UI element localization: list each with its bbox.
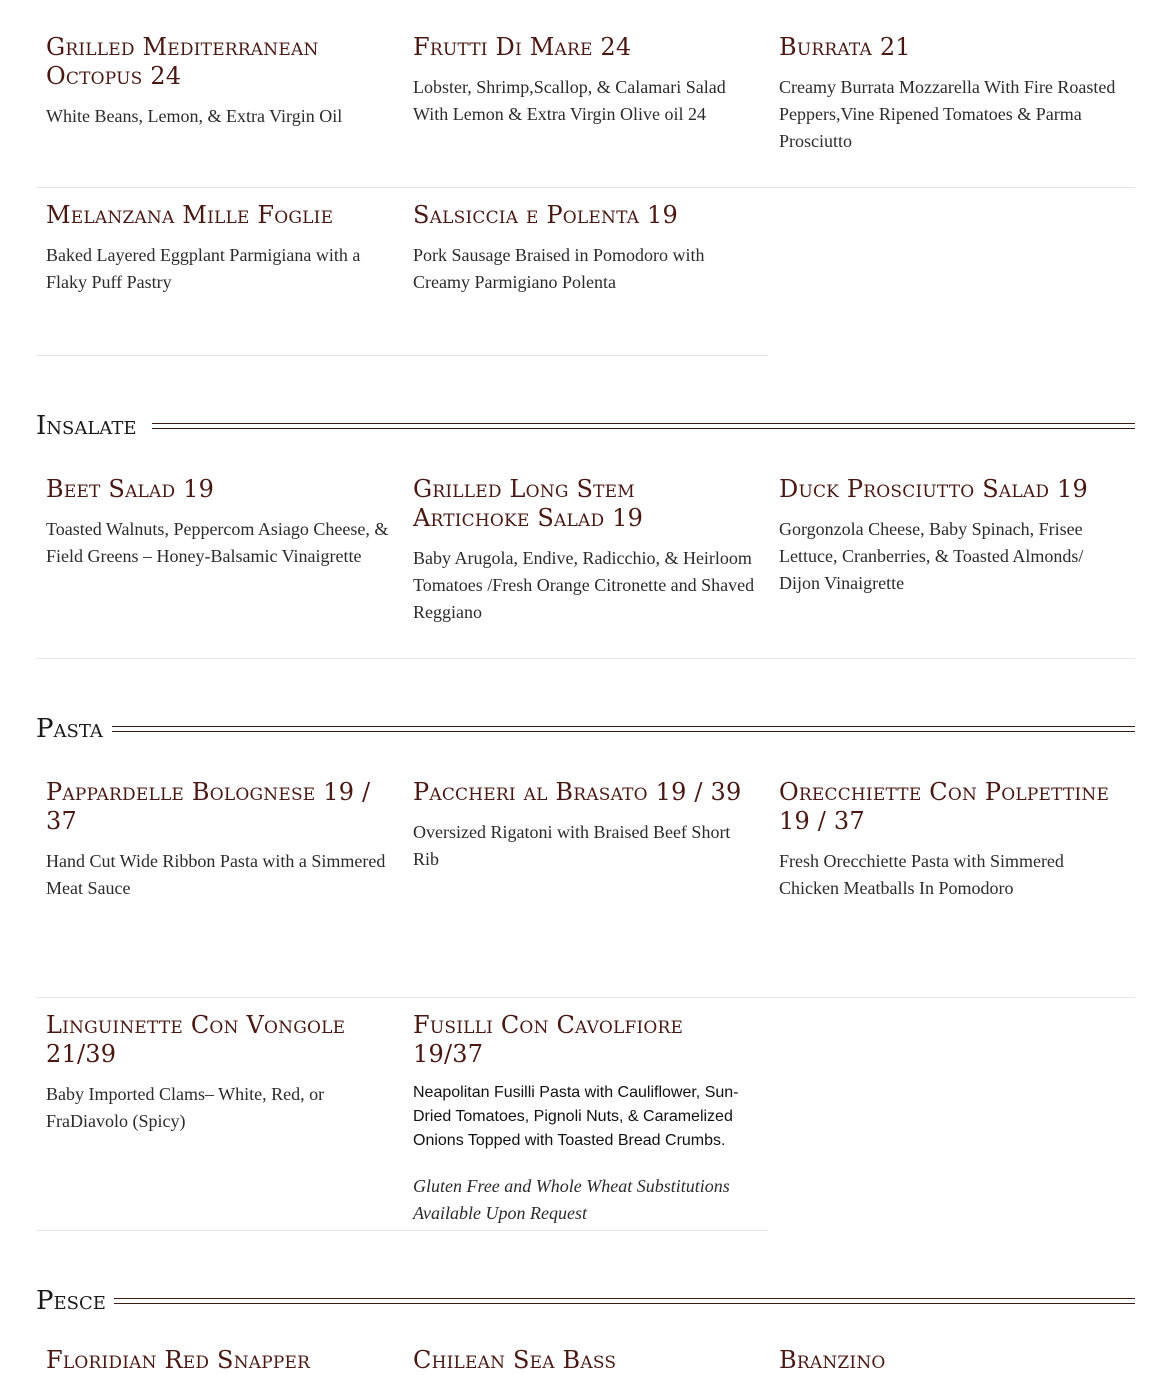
section-rule bbox=[112, 726, 1135, 732]
section-header-insalate bbox=[36, 411, 1135, 441]
menu-item-description: Lobster, Shrimp,Scallop, & Calamari Salad With Lemon & Extra Virgin Olive oil 24 bbox=[413, 77, 726, 124]
section-header-pesce bbox=[36, 1286, 1135, 1316]
section-rule bbox=[114, 1298, 1135, 1304]
divider bbox=[36, 355, 768, 356]
menu-item-description: Oversized Rigatoni with Braised Beef Short Rib bbox=[413, 822, 731, 869]
menu-item-name: Frutti Di Mare 24 bbox=[413, 33, 632, 61]
menu-item-name: Grilled Long Stem Artichoke Salad 19 bbox=[413, 475, 644, 532]
menu-item-description: Baby Arugola, Endive, Radicchio, & Heirloom Tomatoes /Fresh Orange Citronette and Shaved Reggiano bbox=[413, 548, 755, 622]
section-header-pasta bbox=[36, 714, 1135, 744]
menu-item-description: Creamy Burrata Mozzarella With Fire Roasted Peppers,Vine Ripened Tomatoes & Parma Prosciutto bbox=[779, 77, 1116, 151]
menu-item bbox=[779, 33, 1125, 155]
menu-item-name: Fusilli Con Cavolfiore 19/37 bbox=[413, 1011, 684, 1068]
menu-item-name: Chilean Sea Bass bbox=[413, 1346, 617, 1374]
menu-item-description: Toasted Walnuts, Peppercom Asiago Cheese, & Field Greens – Honey-Balsamic Vinaigrette bbox=[46, 519, 389, 566]
menu-item bbox=[779, 1346, 1125, 1375]
menu-item bbox=[413, 1346, 759, 1375]
divider bbox=[36, 187, 1135, 188]
menu-item-name: Branzino bbox=[779, 1346, 886, 1374]
menu-item bbox=[46, 1346, 392, 1375]
menu-item-name: Floridian Red Snapper bbox=[46, 1346, 311, 1374]
menu-item bbox=[46, 778, 392, 902]
divider bbox=[36, 997, 1135, 998]
menu-item-description: Baby Imported Clams– White, Red, or FraDiavolo (Spicy) bbox=[46, 1084, 325, 1131]
menu-item-name: Salsiccia e Polenta 19 bbox=[413, 201, 678, 229]
menu-item bbox=[779, 475, 1125, 597]
divider bbox=[36, 658, 1135, 659]
menu-item bbox=[46, 201, 392, 296]
menu-item-name: Paccheri al Brasato 19 / 39 bbox=[413, 778, 742, 806]
menu-item-name: Duck Prosciutto Salad 19 bbox=[779, 475, 1088, 503]
menu-item-description: Pork Sausage Braised in Pomodoro with Creamy Parmigiano Polenta bbox=[413, 245, 705, 292]
menu-item bbox=[413, 201, 759, 296]
menu-item-name: Melanzana Mille Foglie bbox=[46, 201, 334, 229]
menu-item-name: Orecchiette Con Polpettine 19 / 37 bbox=[779, 778, 1110, 835]
menu-item-name: Grilled Mediterranean Octopus 24 bbox=[46, 33, 319, 90]
menu-item-name: Beet Salad 19 bbox=[46, 475, 215, 503]
section-title: Pesce bbox=[36, 1286, 114, 1316]
section-title: Insalate bbox=[36, 411, 144, 441]
menu-item bbox=[413, 475, 759, 626]
menu-item bbox=[413, 33, 759, 128]
menu-item-name: Burrata 21 bbox=[779, 33, 911, 61]
menu-item-note: Gluten Free and Whole Wheat Substitutions Available Upon Request bbox=[413, 1176, 730, 1223]
menu-item-description: Hand Cut Wide Ribbon Pasta with a Simmered Meat Sauce bbox=[46, 851, 386, 898]
menu-item-name: Linguinette Con Vongole 21/39 bbox=[46, 1011, 346, 1068]
menu-item-description: White Beans, Lemon, & Extra Virgin Oil bbox=[46, 106, 343, 126]
menu-item-description: Baked Layered Eggplant Parmigiana with a Flaky Puff Pastry bbox=[46, 245, 361, 292]
menu-item bbox=[46, 33, 392, 130]
menu-item-description: Neapolitan Fusilli Pasta with Cauliflower, Sun-Dried Tomatoes, Pignoli Nuts, & Caramelized Onions Topped with Toasted Bread Crumbs. bbox=[413, 1084, 739, 1149]
menu-item-description: Fresh Orecchiette Pasta with Simmered Chicken Meatballs In Pomodoro bbox=[779, 851, 1064, 898]
menu-item bbox=[413, 1011, 759, 1227]
menu-item-name: Pappardelle Bolognese 19 / 37 bbox=[46, 778, 371, 835]
menu-item bbox=[46, 475, 392, 570]
menu-item bbox=[413, 778, 759, 873]
menu-item-description: Gorgonzola Cheese, Baby Spinach, Frisee Lettuce, Cranberries, & Toasted Almonds/ Dijon Vinaigrette bbox=[779, 519, 1084, 593]
section-rule bbox=[152, 423, 1135, 429]
section-title: Pasta bbox=[36, 714, 111, 744]
menu-item bbox=[779, 778, 1125, 902]
divider bbox=[36, 1230, 768, 1231]
menu-item bbox=[46, 1011, 392, 1135]
